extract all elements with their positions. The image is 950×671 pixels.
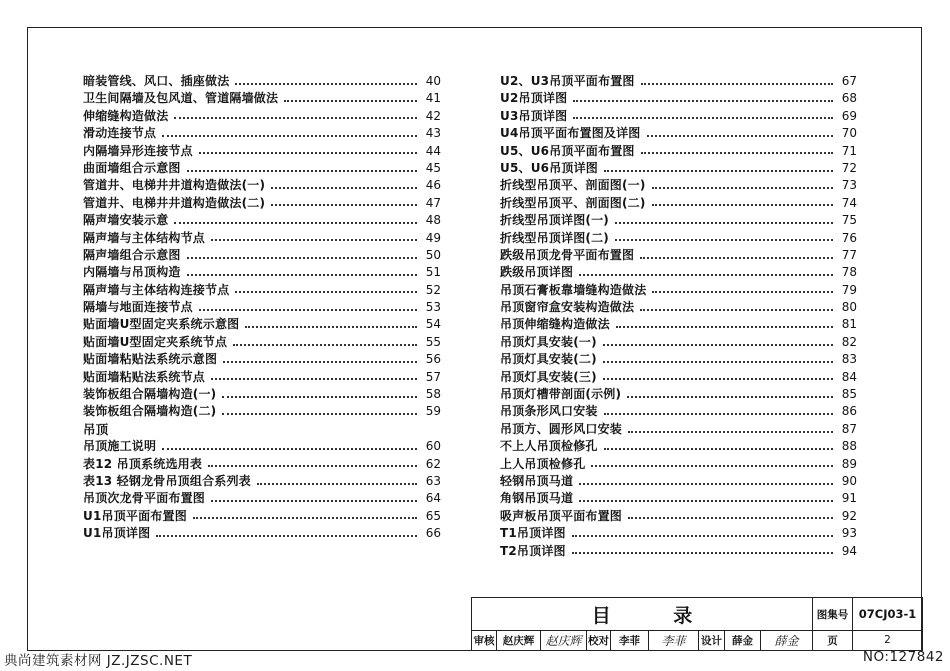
toc-entry-page: 93	[841, 526, 857, 541]
page-label: 页	[827, 634, 838, 647]
reviewer-signature: 赵庆辉	[545, 633, 582, 648]
toc-entry-title: 装饰板组合隔墙构造(一)	[83, 387, 217, 402]
toc-entry-page: 57	[425, 369, 441, 384]
toc-entry	[83, 177, 441, 194]
toc-entry-title: 贴面墙粘贴法系统节点	[83, 369, 206, 384]
toc-entry	[83, 212, 441, 229]
toc-entry-title: 隔墙与地面连接节点	[83, 300, 193, 315]
toc-entry-page: 62	[425, 456, 441, 471]
reviewer-name: 赵庆辉	[502, 634, 535, 647]
toc-entry-title: 内隔墙与吊顶构造	[83, 265, 181, 280]
toc-entry-title: 吊顶条形风口安装	[500, 404, 598, 419]
toc-entry	[83, 316, 441, 333]
toc-entry-title: 轻钢吊顶马道	[500, 473, 574, 488]
checker-cell	[610, 630, 648, 650]
toc-entry-page: 43	[425, 126, 441, 141]
toc-entry-title: 折线型吊顶详图(二)	[500, 230, 609, 245]
toc-entry	[83, 403, 441, 420]
toc-entry	[83, 230, 441, 247]
toc-entry	[500, 90, 857, 107]
toc-entry-page: 87	[841, 421, 857, 436]
toc-entry-title: 吊顶次龙骨平面布置图	[83, 491, 206, 506]
watermark-right: NO:127842	[862, 649, 944, 665]
toc-entry-title: 贴面墙U型固定夹系统节点	[83, 334, 228, 349]
reviewer-cell	[496, 630, 540, 650]
toc-entry-page: 83	[841, 352, 857, 367]
toc-entry-title: U1吊顶平面布置图	[83, 508, 187, 523]
toc-leader-dots	[579, 483, 833, 485]
toc-entry-page: 52	[425, 282, 441, 297]
toc-entry-page: 49	[425, 230, 441, 245]
toc-leader-dots	[162, 135, 417, 137]
toc-entry	[83, 73, 441, 90]
toc-leader-dots	[174, 222, 417, 224]
toc-entry-page: 82	[841, 334, 857, 349]
atlas-number: 07CJ03-1	[858, 607, 917, 621]
toc-leader-dots	[233, 344, 417, 346]
atlas-no-cell	[852, 598, 922, 630]
toc-right-column	[500, 73, 857, 560]
toc-leader-dots	[271, 204, 417, 206]
designer-name: 薛金	[732, 634, 753, 647]
toc-leader-dots	[284, 100, 417, 102]
toc-leader-dots	[616, 326, 833, 328]
toc-entry	[83, 125, 441, 142]
checker-name: 李菲	[619, 634, 640, 647]
toc-entry-title: 吊顶	[83, 421, 109, 437]
toc-entry	[500, 490, 857, 507]
toc-entry	[500, 264, 857, 281]
toc-entry	[83, 264, 441, 281]
toc-leader-dots	[628, 517, 833, 519]
toc-entry	[500, 195, 857, 212]
toc-entry-page: 65	[425, 508, 441, 523]
toc-entry-page: 76	[841, 230, 857, 245]
toc-leader-dots	[235, 291, 417, 293]
toc-leader-dots	[199, 152, 417, 154]
toc-entry	[83, 299, 441, 316]
toc-entry-title: 跌级吊顶龙骨平面布置图	[500, 247, 635, 262]
designer-cell	[724, 630, 760, 650]
toc-entry-page: 58	[425, 387, 441, 402]
toc-entry-title: U2、U3吊顶平面布置图	[500, 74, 635, 88]
checker-signature: 李菲	[661, 633, 686, 648]
toc-entry-page: 77	[841, 247, 857, 262]
toc-entry-page: 75	[841, 213, 857, 228]
page-number: 2	[884, 634, 891, 646]
toc-leader-dots	[615, 222, 833, 224]
toc-entry-page: 79	[841, 282, 857, 297]
toc-entry-page: 67	[841, 74, 857, 88]
toc-entry-page: 56	[425, 352, 441, 367]
toc-entry-page: 71	[841, 143, 857, 158]
toc-leader-dots	[223, 361, 417, 363]
toc-entry-page: 80	[841, 300, 857, 315]
toc-entry-title: 吊顶灯具安装(一)	[500, 334, 597, 349]
toc-entry-page: 72	[841, 160, 857, 175]
toc-leader-dots	[211, 378, 417, 380]
toc-entry-page: 42	[425, 108, 441, 123]
toc-entry-page: 55	[425, 334, 441, 349]
toc-entry	[500, 125, 857, 142]
toc-entry-title: 不上人吊顶检修孔	[500, 439, 598, 454]
toc-leader-dots	[573, 100, 833, 102]
toc-leader-dots	[573, 117, 833, 119]
toc-entry	[500, 230, 857, 247]
toc-entry-title: 内隔墙异形连接节点	[83, 143, 193, 158]
toc-entry-title: 隔声墙安装示意	[83, 213, 169, 228]
title-block	[471, 597, 923, 651]
check-label-cell	[586, 630, 610, 650]
toc-leader-dots	[604, 170, 833, 172]
toc-entry-page: 91	[841, 491, 857, 506]
toc-entry	[83, 490, 441, 507]
watermark-left: 典尚建筑素材网 JZ.JZSC.NET	[4, 653, 193, 669]
toc-entry-page: 44	[425, 143, 441, 158]
toc-leader-dots	[604, 413, 833, 415]
toc-leader-dots	[187, 170, 417, 172]
toc-entry-page: 69	[841, 108, 857, 123]
toc-entry-title: 吊顶伸缩缝构造做法	[500, 317, 610, 332]
toc-leader-dots	[187, 257, 417, 259]
toc-entry-page: 63	[425, 473, 441, 488]
toc-entry-title: 伸缩缝构造做法	[83, 108, 169, 123]
toc-entry-title: 贴面墙U型固定夹系统示意图	[83, 317, 240, 332]
toc-entry	[83, 456, 441, 473]
toc-entry	[500, 334, 857, 351]
toc-entry-page: 92	[841, 508, 857, 523]
toc-leader-dots	[647, 135, 834, 137]
toc-entry	[500, 282, 857, 299]
toc-leader-dots	[640, 309, 833, 311]
toc-entry-title: 跌级吊顶详图	[500, 265, 574, 280]
toc-entry	[83, 386, 441, 403]
toc-entry-title: 折线型吊顶详图(一)	[500, 213, 609, 228]
toc-entry-title: 贴面墙粘贴法系统示意图	[83, 352, 218, 367]
toc-entry-title: T2吊顶详图	[500, 543, 566, 558]
toc-entry	[83, 247, 441, 264]
toc-entry-page: 40	[425, 74, 441, 88]
toc-entry-title: 装饰板组合隔墙构造(二)	[83, 404, 217, 419]
designer-signature: 薛金	[774, 633, 799, 648]
toc-entry	[83, 508, 441, 525]
toc-leader-dots	[193, 517, 417, 519]
toc-leader-dots	[603, 361, 833, 363]
toc-entry	[500, 508, 857, 525]
toc-entry-title: U1吊顶详图	[83, 526, 151, 541]
toc-entry	[83, 473, 441, 490]
toc-entry-page: 85	[841, 387, 857, 402]
toc-left-column	[83, 73, 441, 543]
toc-entry	[500, 421, 857, 438]
toc-entry-title: 表12 吊顶系统选用表	[83, 456, 203, 471]
atlas-label-cell	[812, 598, 852, 630]
toc-entry-page: 66	[425, 526, 441, 541]
toc-entry-page: 46	[425, 178, 441, 193]
toc-leader-dots	[222, 396, 417, 398]
page-no-cell	[852, 630, 922, 650]
toc-entry-page: 64	[425, 491, 441, 506]
toc-entry-title: 吊顶施工说明	[83, 439, 157, 454]
toc-entry-title: U5、U6吊顶平面布置图	[500, 143, 635, 158]
design-label-cell	[698, 630, 724, 650]
checker-sig-cell	[648, 630, 698, 650]
page-title: 目 录	[591, 604, 721, 627]
toc-entry-page: 45	[425, 160, 441, 175]
toc-leader-dots	[591, 465, 833, 467]
toc-leader-dots	[641, 152, 833, 154]
toc-entry-title: U4吊顶平面布置图及详图	[500, 126, 641, 141]
toc-entry-page: 59	[425, 404, 441, 419]
toc-entry	[500, 473, 857, 490]
toc-entry-page: 51	[425, 265, 441, 280]
toc-leader-dots	[641, 83, 833, 85]
toc-entry	[500, 212, 857, 229]
toc-entry-page: 48	[425, 213, 441, 228]
toc-entry	[500, 247, 857, 264]
toc-leader-dots	[572, 552, 833, 554]
toc-entry-page: 89	[841, 456, 857, 471]
toc-leader-dots	[627, 396, 833, 398]
toc-leader-dots	[271, 187, 417, 189]
toc-entry	[500, 438, 857, 455]
toc-leader-dots	[652, 187, 833, 189]
toc-entry	[500, 108, 857, 125]
page-label-cell	[812, 630, 852, 650]
toc-entry	[500, 143, 857, 160]
toc-entry-page: 88	[841, 439, 857, 454]
toc-entry	[83, 143, 441, 160]
toc-entry-page: 84	[841, 369, 857, 384]
toc-entry	[500, 316, 857, 333]
reviewer-sig-cell	[540, 630, 586, 650]
atlas-label: 图集号	[816, 608, 849, 621]
toc-entry-title: 暗装管线、风口、插座做法	[83, 74, 230, 88]
title-block-row-top	[472, 598, 922, 631]
toc-entry	[500, 369, 857, 386]
toc-entry-title: 吊顶灯具安装(三)	[500, 369, 597, 384]
toc-leader-dots	[603, 378, 833, 380]
toc-entry	[500, 403, 857, 420]
toc-entry	[500, 299, 857, 316]
toc-entry-title: U5、U6吊顶详图	[500, 160, 598, 175]
toc-entry	[500, 73, 857, 90]
toc-entry-title: 上人吊顶检修孔	[500, 456, 586, 471]
toc-entry-title: 滑动连接节点	[83, 126, 157, 141]
toc-leader-dots	[174, 117, 417, 119]
toc-leader-dots	[208, 465, 417, 467]
toc-leader-dots	[199, 309, 417, 311]
toc-leader-dots	[156, 535, 417, 537]
toc-section-heading	[83, 421, 441, 438]
title-block-row-bottom	[472, 630, 922, 650]
toc-entry	[83, 438, 441, 455]
toc-leader-dots	[640, 257, 833, 259]
check-label: 校对	[588, 634, 609, 647]
toc-entry	[83, 369, 441, 386]
designer-sig-cell	[760, 630, 812, 650]
toc-leader-dots	[257, 483, 417, 485]
toc-entry-page: 41	[425, 91, 441, 106]
toc-entry-title: 管道井、电梯井井道构造做法(一)	[83, 178, 266, 193]
toc-entry-page: 74	[841, 195, 857, 210]
toc-leader-dots	[615, 239, 833, 241]
toc-entry	[500, 351, 857, 368]
toc-leader-dots	[603, 344, 833, 346]
toc-leader-dots	[579, 500, 833, 502]
toc-leader-dots	[187, 274, 417, 276]
toc-entry-page: 86	[841, 404, 857, 419]
toc-entry-title: 吊顶石膏板靠墙缝构造做法	[500, 282, 647, 297]
toc-entry-page: 50	[425, 247, 441, 262]
toc-entry-title: U3吊顶详图	[500, 108, 568, 123]
toc-entry	[500, 525, 857, 542]
toc-entry-page: 90	[841, 473, 857, 488]
toc-entry-page: 60	[425, 439, 441, 454]
toc-entry-title: 隔声墙与主体结构节点	[83, 230, 206, 245]
toc-entry	[500, 543, 857, 560]
review-label: 审核	[473, 634, 495, 647]
toc-entry-page: 70	[841, 126, 857, 141]
toc-entry-title: 吊顶灯具安装(二)	[500, 352, 597, 367]
toc-entry	[500, 177, 857, 194]
toc-entry	[83, 108, 441, 125]
toc-entry-page: 68	[841, 91, 857, 106]
toc-leader-dots	[652, 204, 833, 206]
toc-leader-dots	[652, 291, 833, 293]
toc-entry	[83, 351, 441, 368]
toc-leader-dots	[604, 448, 833, 450]
toc-leader-dots	[572, 535, 833, 537]
toc-entry-title: 折线型吊顶平、剖面图(一)	[500, 178, 646, 193]
toc-entry-title: 吊顶灯槽带剖面(示例)	[500, 387, 622, 402]
title-cell	[472, 598, 812, 630]
toc-entry	[83, 525, 441, 542]
toc-entry-title: 吊顶窗帘盒安装构造做法	[500, 300, 635, 315]
toc-entry	[83, 282, 441, 299]
toc-entry-title: 管道井、电梯井井道构造做法(二)	[83, 195, 266, 210]
toc-entry-title: 吊顶方、圆形风口安装	[500, 421, 623, 436]
toc-entry-page: 73	[841, 178, 857, 193]
toc-entry-title: 表13 轻钢龙骨吊顶组合系列表	[83, 473, 251, 488]
toc-entry-page: 47	[425, 195, 441, 210]
toc-entry-title: 曲面墙组合示意图	[83, 160, 181, 175]
toc-entry	[83, 160, 441, 177]
toc-entry-page: 78	[841, 265, 857, 280]
toc-entry-title: 隔声墙组合示意图	[83, 247, 181, 262]
design-label: 设计	[701, 634, 722, 647]
toc-leader-dots	[211, 500, 417, 502]
toc-entry	[500, 160, 857, 177]
toc-leader-dots	[245, 326, 417, 328]
toc-leader-dots	[235, 83, 417, 85]
toc-entry-title: 折线型吊顶平、剖面图(二)	[500, 195, 646, 210]
toc-entry	[500, 456, 857, 473]
toc-entry-page: 94	[841, 543, 857, 558]
toc-entry-title: U2吊顶详图	[500, 91, 568, 106]
toc-entry-page: 53	[425, 300, 441, 315]
toc-leader-dots	[628, 431, 833, 433]
toc-entry-title: 卫生间隔墙及包风道、管道隔墙做法	[83, 91, 279, 106]
toc-leader-dots	[222, 413, 417, 415]
toc-leader-dots	[579, 274, 833, 276]
toc-entry-page: 54	[425, 317, 441, 332]
toc-entry-title: T1吊顶详图	[500, 526, 566, 541]
toc-entry-title: 隔声墙与主体结构连接节点	[83, 282, 230, 297]
toc-entry	[83, 195, 441, 212]
toc-entry	[83, 334, 441, 351]
toc-entry	[83, 90, 441, 107]
toc-leader-dots	[211, 239, 417, 241]
toc-entry-title: 角钢吊顶马道	[500, 491, 574, 506]
toc-entry-title: 吸声板吊顶平面布置图	[500, 508, 623, 523]
toc-leader-dots	[162, 448, 417, 450]
toc-entry-page: 81	[841, 317, 857, 332]
review-label-cell	[472, 630, 496, 650]
toc-entry	[500, 386, 857, 403]
